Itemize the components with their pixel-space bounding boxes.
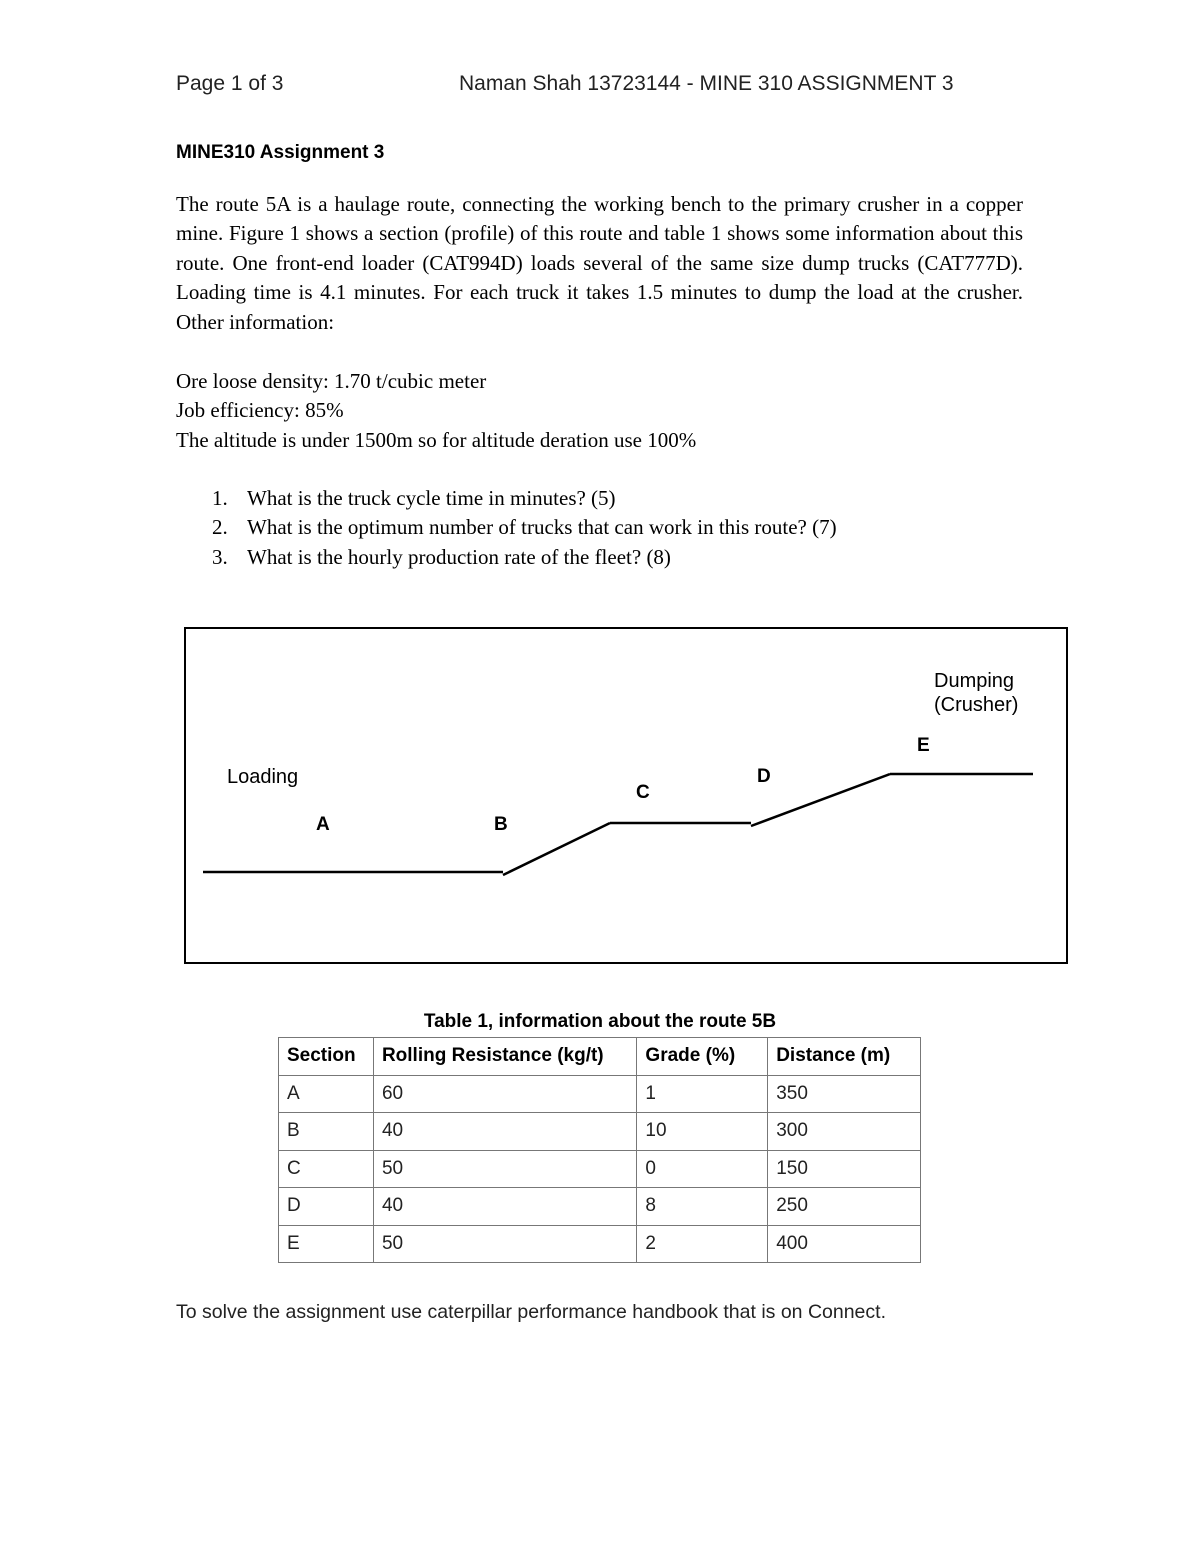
- info-line: The altitude is under 1500m so for altitude deration use 100%: [176, 427, 697, 452]
- page-number: Page 1 of 3: [176, 72, 284, 95]
- info-line: Ore loose density: 1.70 t/cubic meter: [176, 369, 487, 393]
- assignment-title: MINE310 Assignment 3: [176, 142, 385, 163]
- table-cell: 50: [373, 1150, 636, 1188]
- route-profile-figure: [184, 627, 1068, 964]
- table-cell: 150: [768, 1150, 921, 1188]
- section-e-label: E: [917, 735, 930, 756]
- question-item: [176, 543, 837, 572]
- question-list: [176, 484, 837, 572]
- info-line: Job efficiency: 85%: [176, 398, 344, 423]
- section-d-label: D: [757, 766, 771, 787]
- table-cell: 350: [768, 1075, 921, 1113]
- table-cell: B: [279, 1113, 374, 1151]
- table-header-row: [279, 1038, 921, 1076]
- table-cell: 40: [373, 1113, 636, 1151]
- column-header: Distance (m): [768, 1038, 921, 1076]
- intro-paragraph: The route 5A is a haulage route, connecting the working bench to the primary crusher in a copper mine. Figure 1 shows a section (profile) of this route and table 1 shows some information about this route. One front-end loader (CAT994D) loads several of the same size dump trucks (CAT777D). Loading time is 4.1 minutes. For each truck it takes 1.5 minutes to dump the load at the crusher. Other information:: [176, 192, 1023, 334]
- question-text: What is the truck cycle time in minutes? (5): [247, 486, 616, 510]
- table-row: [279, 1113, 921, 1151]
- question-number: 3.: [212, 544, 228, 569]
- section-c-label: C: [636, 782, 650, 803]
- table-cell: 10: [637, 1113, 768, 1151]
- document-title: Naman Shah 13723144 - MINE 310 ASSIGNMENT 3: [459, 72, 954, 95]
- table-row: [279, 1075, 921, 1113]
- column-header: Section: [279, 1038, 374, 1076]
- table-cell: 250: [768, 1188, 921, 1226]
- section-a-label: A: [316, 814, 330, 835]
- footer-note: To solve the assignment use caterpillar performance handbook that is on Connect.: [176, 1301, 886, 1323]
- loading-label: Loading: [227, 766, 299, 788]
- table-cell: C: [279, 1150, 374, 1188]
- question-text: What is the hourly production rate of the fleet? (8): [247, 544, 671, 569]
- dumping-label: Dumping: [934, 670, 1015, 692]
- table-caption: Table 1, information about the route 5B: [423, 1011, 777, 1032]
- table-cell: E: [279, 1225, 374, 1263]
- section-b-line: [503, 823, 610, 875]
- question-text: What is the optimum number of trucks that can work in this route? (7): [247, 515, 837, 540]
- column-header: Rolling Resistance (kg/t): [373, 1038, 636, 1076]
- table-cell: D: [279, 1188, 374, 1226]
- table-row: [279, 1225, 921, 1263]
- question-item: [176, 513, 837, 542]
- table-cell: 50: [373, 1225, 636, 1263]
- question-number: 2.: [212, 515, 228, 540]
- table-cell: 60: [373, 1075, 636, 1113]
- section-b-label: B: [494, 814, 508, 835]
- table-cell: 400: [768, 1225, 921, 1263]
- route-table: [278, 1037, 921, 1263]
- table-cell: 0: [637, 1150, 768, 1188]
- table-cell: A: [279, 1075, 374, 1113]
- table-cell: 40: [373, 1188, 636, 1226]
- table-row: [279, 1188, 921, 1226]
- column-header: Grade (%): [637, 1038, 768, 1076]
- question-number: 1.: [212, 486, 228, 510]
- other-information: [176, 367, 696, 455]
- table-cell: 300: [768, 1113, 921, 1151]
- table-cell: 2: [637, 1225, 768, 1263]
- question-item: [176, 484, 837, 513]
- crusher-label: (Crusher): [934, 694, 1019, 716]
- table-cell: 8: [637, 1188, 768, 1226]
- table-row: [279, 1150, 921, 1188]
- table-cell: 1: [637, 1075, 768, 1113]
- section-d-line: [751, 774, 890, 826]
